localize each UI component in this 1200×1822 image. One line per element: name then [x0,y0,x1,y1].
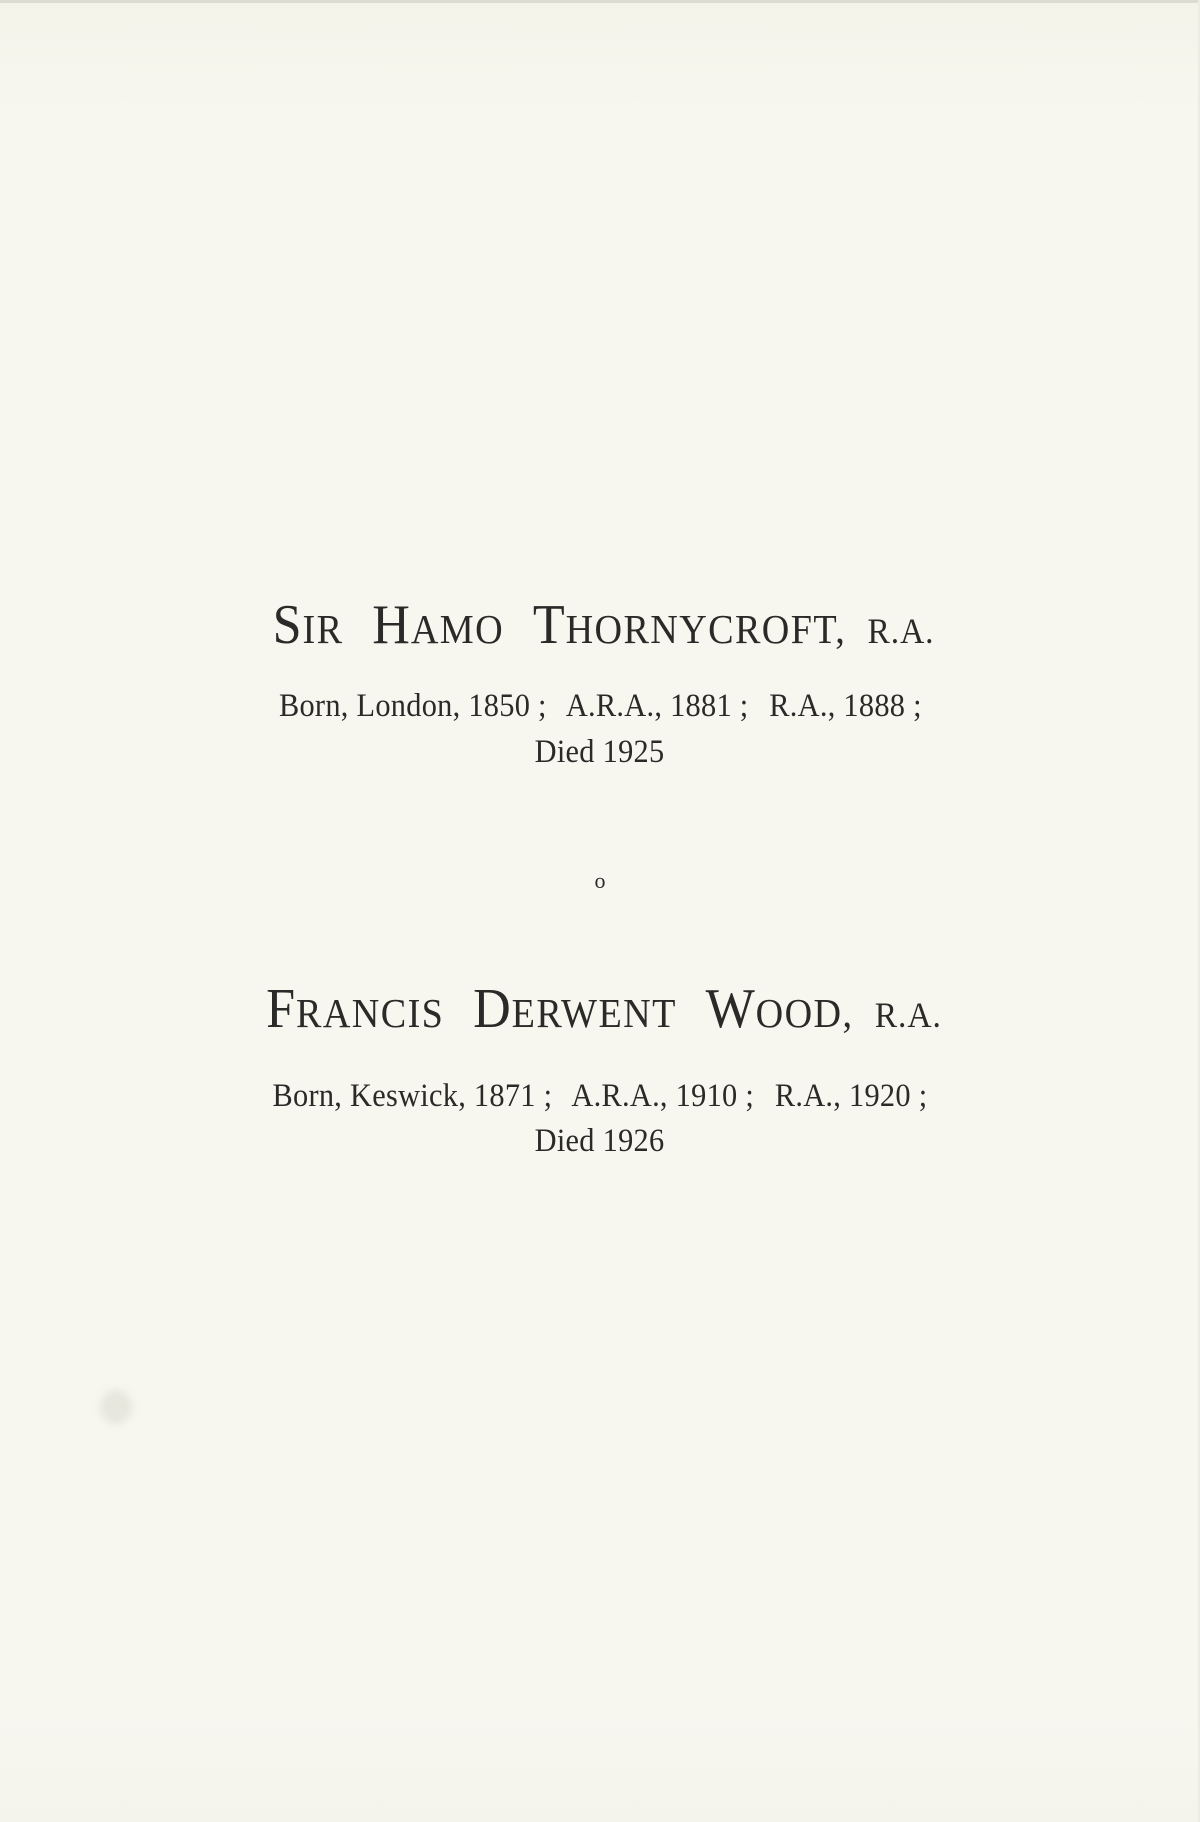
ra-info: R.A., 1920 ; [774,1078,928,1114]
entry-2-name-heading [0,978,1200,1040]
page-top-edge [0,0,1200,3]
name-word: WOOD, [705,978,854,1040]
birth-info: Born, Keswick, 1871 ; [272,1078,553,1114]
section-divider-ornament: o [594,868,606,893]
entry-1-name-heading [0,594,1200,656]
paper-smudge [100,1390,132,1424]
honorific-suffix: R.A. [874,995,942,1035]
entry-2-biography-line [0,1080,1200,1113]
birth-info: Born, London, 1850 ; [278,688,547,724]
name-word: SIR [272,594,344,656]
name-word: THORNYCROFT, [532,594,847,656]
ra-info: R.A., 1888 ; [768,688,922,724]
entry-2-death-line: Died 1926 [535,1123,665,1159]
ara-info: A.R.A., 1881 ; [565,688,749,724]
name-word: HAMO [372,594,505,656]
honorific-suffix: R.A. [867,611,935,651]
entry-1-death-line: Died 1925 [535,734,665,770]
ara-info: A.R.A., 1910 ; [571,1078,755,1114]
entry-1-biography-line [0,690,1200,723]
name-word: FRANCIS [265,978,445,1040]
name-word: DERWENT [472,978,677,1040]
